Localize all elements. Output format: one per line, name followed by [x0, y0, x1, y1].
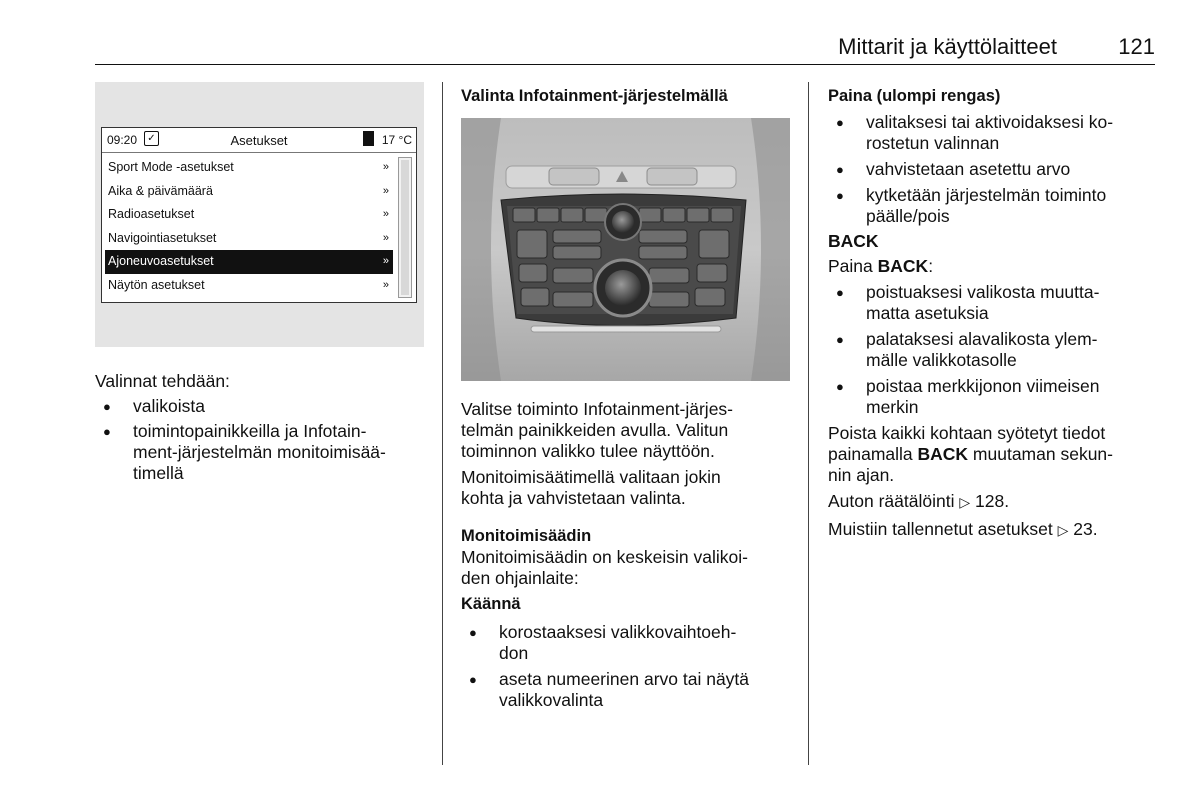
menu-item[interactable]: Näytön asetukset » — [105, 274, 393, 298]
menu-scrollbar-thumb — [401, 160, 409, 295]
paragraph: Monitoimisäädin on keskeisin valikoi- den ohjainlaite: — [461, 547, 748, 588]
back-list — [828, 282, 1158, 418]
menu-item[interactable]: Radioasetukset » — [105, 203, 393, 227]
list-item: ● kytketään järjestelmän toiminto päälle/pois — [828, 185, 1158, 227]
column-3 — [828, 86, 1158, 542]
selection-list — [95, 396, 430, 484]
page-number: 121 — [1118, 34, 1155, 59]
list-item: ● vahvistetaan asetettu arvo — [828, 159, 1158, 180]
sub-heading: BACK — [828, 231, 879, 251]
list-item: ● valikoista — [95, 396, 430, 417]
list-item: ● valitaksesi tai aktivoidaksesi ko- rostetun valinnan — [828, 112, 1158, 154]
column-divider-1 — [442, 82, 443, 765]
list-item: ● poistaa merkkijonon viimeisen merkin — [828, 376, 1158, 418]
menu-item[interactable]: Navigointiasetukset » — [105, 227, 393, 251]
screen-time: 09:20 — [107, 133, 138, 147]
page-ref-icon: ▷ — [1057, 523, 1069, 539]
paragraph: Paina BACK: — [828, 256, 934, 276]
menu-item[interactable]: Ajoneuvoasetukset » — [105, 250, 393, 274]
menu-scrollbar — [398, 157, 412, 298]
screen-temperature: 17 °C — [381, 133, 412, 147]
section-heading: Valinta Infotainment-järjestelmällä — [461, 87, 728, 105]
list-item: ● poistuaksesi valikosta muutta- matta asetuksia — [828, 282, 1158, 324]
chevron-right-icon: » — [382, 184, 389, 197]
infotainment-panel-photo — [461, 118, 790, 381]
menu-item[interactable]: Aika & päivämäärä » — [105, 180, 393, 204]
chevron-right-icon: » — [382, 208, 389, 220]
chevron-right-icon: » — [382, 278, 389, 291]
cross-reference[interactable]: Muistiin tallennetut asetukset ▷ 23. — [828, 519, 1098, 539]
column-1 — [95, 371, 430, 484]
sub-heading: Paina (ulompi rengas) — [828, 87, 1001, 105]
list-item: ● korostaaksesi valikkovaihtoeh- don — [461, 622, 801, 664]
door-icon — [363, 131, 374, 146]
chevron-right-icon: » — [382, 231, 389, 244]
turn-list — [461, 622, 801, 711]
chevron-right-icon: » — [382, 255, 389, 267]
chevron-right-icon: » — [382, 161, 389, 173]
screen-status-bar — [102, 128, 416, 153]
list-item: ● toimintopainikkeilla ja Infotain- ment-järjestelmän monitoimisää- timellä — [95, 421, 430, 484]
list-item: ● palataksesi alavalikosta ylem- mälle valikkotasolle — [828, 329, 1158, 371]
settings-menu-list — [105, 156, 393, 297]
column-2-text — [461, 399, 801, 711]
list-item: ● aseta numeerinen arvo tai näytä valikkovalinta — [461, 669, 801, 711]
sub-heading: Monitoimisäädin — [461, 527, 592, 545]
running-header-title: Mittarit ja käyttölaitteet — [838, 34, 1057, 59]
screen-title: Asetukset — [230, 133, 288, 148]
page-ref-icon: ▷ — [959, 495, 971, 511]
column-divider-2 — [808, 82, 809, 765]
column-2 — [461, 86, 801, 107]
cross-reference[interactable]: Auton räätälöinti ▷ 128. — [828, 491, 1010, 511]
press-list — [828, 112, 1158, 227]
paragraph: Monitoimisäätimellä valitaan jokin kohta ja vahvistetaan valinta. — [461, 467, 721, 508]
sub-heading: Käännä — [461, 595, 521, 613]
paragraph: Valitse toiminto Infotainment-järjes- telmän painikkeiden avulla. Valitun toiminnon valikko tulee näyttöön. — [461, 399, 734, 461]
paragraph: Poista kaikki kohtaan syötetyt tiedot painamalla BACK muutaman sekun- nin ajan. — [828, 423, 1113, 485]
settings-screen — [101, 127, 417, 303]
intro-text: Valinnat tehdään: — [95, 371, 230, 391]
clock-icon: ✓ — [144, 131, 159, 146]
menu-item[interactable]: Sport Mode -asetukset » — [105, 156, 393, 180]
header-rule — [95, 64, 1155, 65]
